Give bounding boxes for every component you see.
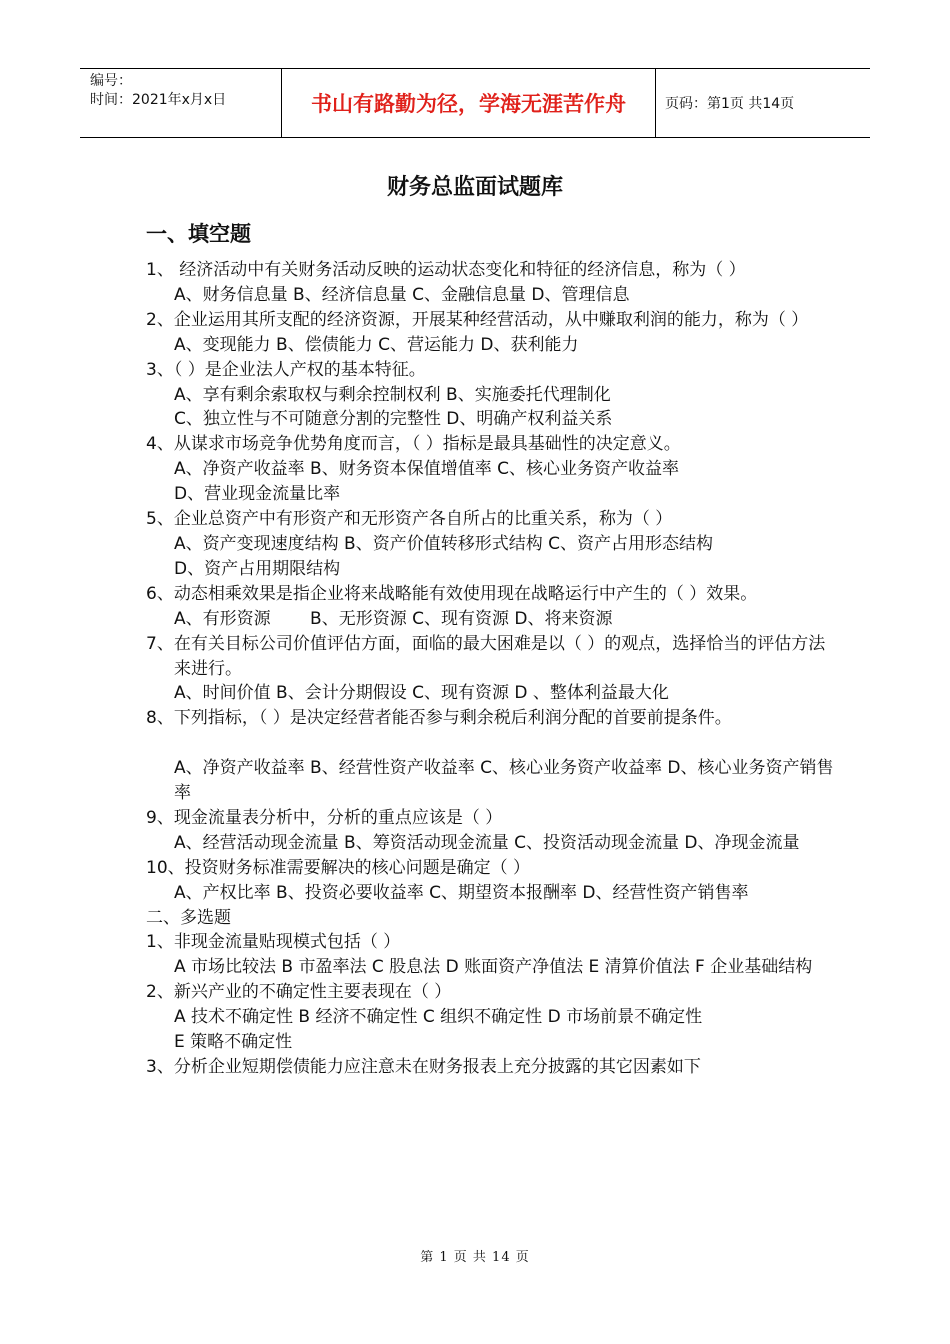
page-header [80, 68, 870, 138]
question-options: A、净资产收益率 B、财务资本保值增值率 C、核心业务资产收益率 [174, 459, 679, 480]
question-options: A、享有剩余索取权与剩余控制权利 B、实施委托代理制化 [174, 384, 611, 405]
document-title: 财务总监面试题库 [386, 175, 563, 200]
question-text: 1、非现金流量贴现模式包括（ ） [146, 932, 401, 953]
question-options: A、变现能力 B、偿债能力 C、营运能力 D、获利能力 [174, 334, 579, 355]
page-footer: 第 1 页 共 14 页 [420, 1250, 530, 1265]
question-text: 3、（ ）是企业法人产权的基本特征。 [146, 359, 426, 380]
question-options: A、净资产收益率 B、经营性资产收益率 C、核心业务资产收益率 D、核心业务资产销售率 [174, 758, 834, 804]
question-text: 3、分析企业短期偿债能力应注意未在财务报表上充分披露的其它因素如下 [146, 1056, 701, 1077]
header-meta [80, 69, 281, 137]
question-text: 8、下列指标，（ ）是决定经营者能否参与剩余税后利润分配的首要前提条件。 [146, 708, 732, 729]
question-options: A、资产变现速度结构 B、资产价值转移形式结构 C、资产占用形态结构 [174, 533, 713, 554]
question-text: 1、 经济活动中有关财务活动反映的运动状态变化和特征的经济信息，称为（ ） [146, 260, 746, 280]
question-text: 4、从谋求市场竞争优势角度而言，（ ）指标是最具基础性的决定意义。 [146, 434, 681, 455]
question-options: A、时间价值 B、会计分期假设 C、现有资源 D 、整体利益最大化 [174, 683, 669, 704]
question-options: E 策略不确定性 [174, 1032, 293, 1053]
number-label: 编号： [90, 73, 132, 89]
question-list [146, 258, 836, 1080]
section-heading-multi-choice: 二、多选题 [146, 907, 231, 928]
question-options: A、有形资源 B、无形资源 C、现有资源 D、将来资源 [174, 608, 613, 629]
blank-line [146, 731, 836, 756]
question-options: D、营业现金流量比率 [174, 484, 341, 505]
question-text: 5、企业总资产中有形资产和无形资产各自所占的比重关系，称为（ ） [146, 509, 673, 530]
question-options: A、财务信息量 B、经济信息量 C、金融信息量 D、管理信息 [174, 284, 630, 305]
question-options: A 市场比较法 B 市盈率法 C 股息法 D 账面资产净值法 E 清算价值法 F 企业基础结构 [174, 957, 813, 978]
question-options: D、资产占用期限结构 [174, 558, 341, 579]
question-text: 6、动态相乘效果是指企业将来战略能有效使用现在战略运行中产生的（ ）效果。 [146, 583, 758, 604]
header-motto: 书山有路勤为径，学海无涯苦作舟 [281, 69, 656, 137]
question-text: 2、企业运用其所支配的经济资源，开展某种经营活动，从中赚取利润的能力，称为（ ） [146, 309, 809, 330]
question-options: A、产权比率 B、投资必要收益率 C、期望资本报酬率 D、经营性资产销售率 [174, 882, 749, 903]
question-text: 9、现金流量表分析中，分析的重点应该是（ ） [146, 807, 503, 828]
question-options: A 技术不确定性 B 经济不确定性 C 组织不确定性 D 市场前景不确定性 [174, 1007, 703, 1028]
question-options: A、经营活动现金流量 B、筹资活动现金流量 C、投资活动现金流量 D、净现金流量 [174, 832, 800, 853]
section-heading-fill-blank: 一、填空题 [146, 222, 251, 246]
time-label: 时间：2021年x月x日 [90, 92, 227, 108]
question-text: 2、新兴产业的不确定性主要表现在（ ） [146, 982, 452, 1003]
question-options: C、独立性与不可随意分割的完整性 D、明确产权利益关系 [174, 409, 613, 430]
question-text: 10、投资财务标准需要解决的核心问题是确定（ ） [146, 857, 531, 878]
header-page-info: 页码：第1页 共14页 [665, 96, 795, 112]
question-text: 7、在有关目标公司价值评估方面，面临的最大困难是以（ ）的观点，选择恰当的评估方法来进行。 [146, 633, 826, 679]
